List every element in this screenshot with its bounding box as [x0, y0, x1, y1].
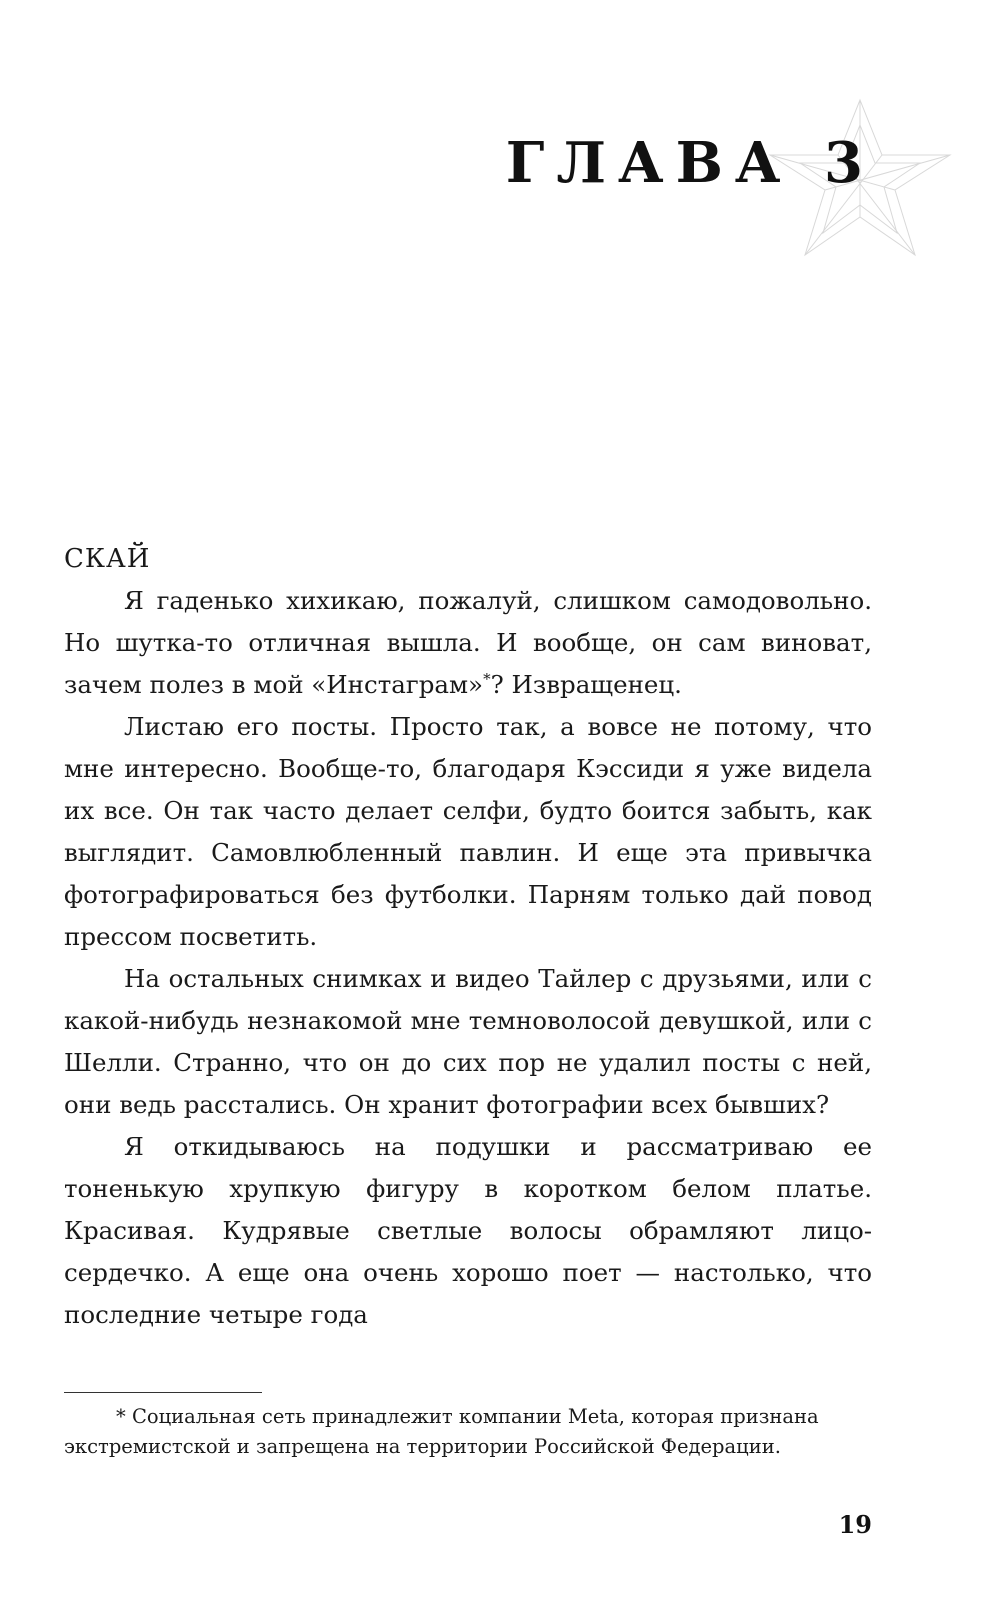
narrator-heading: СКАЙ [64, 544, 151, 574]
paragraph-1-text: Я гаденько хихикаю, пожалуй, слишком самодовольно. Но шутка-то отличная вышла. И вообще, он сам виноват, зачем полез в мой «Инстаграм» [64, 586, 872, 699]
footnote-mark: * [483, 670, 491, 688]
paragraph-1-text-end: ? Извращенец. [490, 670, 682, 699]
footnote: * Социальная сеть принадлежит компании Meta, которая признана экстремистской и запрещена на территории Российской Федерации. [64, 1405, 819, 1458]
paragraph-2: Листаю его посты. Просто так, а вовсе не потому, что мне интересно. Вообще-то, благодаря Кэссиди я уже видела их все. Он так часто делает селфи, будто боится забыть, как выглядит. Самовлюбленный павлин. И еще эта привычка фотографироваться без футболки. Парням только дай повод прессом посветить. [64, 712, 872, 951]
footnote-divider [64, 1392, 262, 1393]
page-number: 19 [838, 1510, 872, 1539]
paragraph-3: На остальных снимках и видео Тайлер с друзьями, или с какой-нибудь незнакомой мне темноволосой девушкой, или с Шелли. Странно, что он до сих пор не удалил посты с ней, они ведь расстались. Он хранит фотографии всех бывших? [64, 964, 872, 1119]
paragraph-4: Я откидываюсь на подушки и рассматриваю ее тоненькую хрупкую фигуру в коротком белом платье. Красивая. Кудрявые светлые волосы обрамляют лицо-сердечко. А еще она очень хорошо поет — настолько, что последние четыре года [64, 1132, 872, 1329]
body-text [64, 538, 872, 1336]
chapter-title: ГЛАВА 3 [505, 130, 875, 196]
paragraph-1 [64, 580, 872, 706]
